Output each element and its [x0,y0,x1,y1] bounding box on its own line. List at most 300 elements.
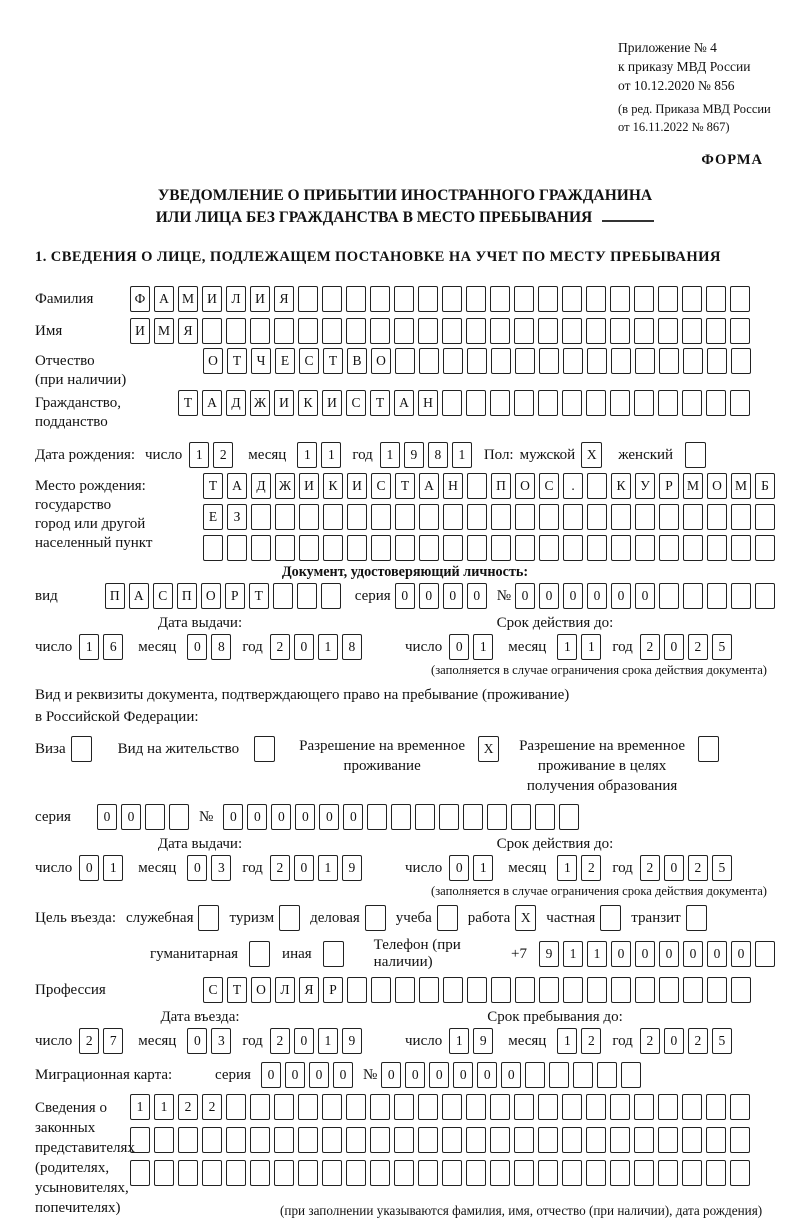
form-cell[interactable] [706,1160,726,1186]
form-cell[interactable] [573,1062,593,1088]
form-cell[interactable] [610,318,630,344]
sex-male-checkbox[interactable]: X [581,442,602,468]
form-cell[interactable]: 2 [688,855,708,881]
form-cell[interactable] [683,583,703,609]
form-cell[interactable]: Ж [275,473,295,499]
form-cell[interactable]: 0 [477,1062,497,1088]
form-cell[interactable] [154,1160,174,1186]
form-cell[interactable] [562,318,582,344]
form-cell[interactable] [226,318,246,344]
form-cell[interactable] [130,1127,150,1153]
form-cell[interactable] [659,504,679,530]
form-cell[interactable]: З [227,504,247,530]
form-cell[interactable]: 5 [712,1028,732,1054]
form-cell[interactable]: 0 [295,804,315,830]
form-cell[interactable]: 2 [270,634,290,660]
form-cell[interactable] [586,390,606,416]
form-cell[interactable] [611,348,631,374]
form-cell[interactable]: 2 [270,855,290,881]
form-cell[interactable] [178,1127,198,1153]
form-cell[interactable] [323,504,343,530]
form-cell[interactable] [707,504,727,530]
form-cell[interactable]: 1 [449,1028,469,1054]
form-cell[interactable]: С [539,473,559,499]
form-cell[interactable] [299,535,319,561]
form-cell[interactable] [610,286,630,312]
form-cell[interactable]: О [371,348,391,374]
form-cell[interactable] [250,1160,270,1186]
form-cell[interactable]: 9 [342,1028,362,1054]
form-cell[interactable]: 0 [381,1062,401,1088]
form-cell[interactable]: О [515,473,535,499]
form-cell[interactable] [371,504,391,530]
form-cell[interactable] [525,1062,545,1088]
form-cell[interactable] [597,1062,617,1088]
form-cell[interactable]: А [394,390,414,416]
form-cell[interactable]: И [202,286,222,312]
form-cell[interactable] [706,390,726,416]
form-cell[interactable] [443,535,463,561]
form-cell[interactable] [731,504,751,530]
form-cell[interactable]: 0 [659,941,679,967]
form-cell[interactable] [563,348,583,374]
form-cell[interactable] [391,804,411,830]
form-cell[interactable] [659,348,679,374]
form-cell[interactable]: 1 [557,1028,577,1054]
form-cell[interactable] [514,318,534,344]
form-cell[interactable]: Т [227,977,247,1003]
form-cell[interactable] [490,1160,510,1186]
form-cell[interactable] [154,1127,174,1153]
form-cell[interactable]: Р [323,977,343,1003]
form-cell[interactable] [323,535,343,561]
form-cell[interactable] [635,348,655,374]
form-cell[interactable] [251,504,271,530]
form-cell[interactable]: 0 [611,941,631,967]
form-cell[interactable] [394,1160,414,1186]
form-cell[interactable]: А [419,473,439,499]
form-cell[interactable] [587,535,607,561]
form-cell[interactable]: 6 [103,634,123,660]
form-cell[interactable]: 9 [473,1028,493,1054]
form-cell[interactable] [395,535,415,561]
form-cell[interactable] [491,348,511,374]
form-cell[interactable] [514,1160,534,1186]
form-cell[interactable] [442,318,462,344]
form-cell[interactable]: 0 [707,941,727,967]
form-cell[interactable] [226,1094,246,1120]
form-cell[interactable] [611,535,631,561]
form-cell[interactable] [442,1160,462,1186]
form-cell[interactable]: М [178,286,198,312]
form-cell[interactable] [563,535,583,561]
form-cell[interactable]: С [371,473,391,499]
form-cell[interactable]: 1 [557,855,577,881]
form-cell[interactable] [442,1094,462,1120]
form-cell[interactable] [731,583,751,609]
form-cell[interactable] [322,1127,342,1153]
form-cell[interactable]: Т [227,348,247,374]
form-cell[interactable] [515,535,535,561]
form-cell[interactable] [658,1127,678,1153]
form-cell[interactable]: 3 [211,1028,231,1054]
form-cell[interactable] [322,1160,342,1186]
form-cell[interactable]: А [129,583,149,609]
form-cell[interactable] [370,1094,390,1120]
form-cell[interactable]: 8 [211,634,231,660]
form-cell[interactable] [586,1094,606,1120]
form-cell[interactable]: Т [323,348,343,374]
form-cell[interactable]: Я [274,286,294,312]
form-cell[interactable] [659,583,679,609]
form-cell[interactable] [658,286,678,312]
form-cell[interactable]: 1 [581,634,601,660]
form-cell[interactable] [275,535,295,561]
form-cell[interactable] [418,1094,438,1120]
form-cell[interactable]: О [707,473,727,499]
form-cell[interactable] [562,1160,582,1186]
form-cell[interactable] [298,1160,318,1186]
form-cell[interactable] [634,1127,654,1153]
form-cell[interactable]: В [347,348,367,374]
form-cell[interactable]: Т [178,390,198,416]
form-cell[interactable]: 0 [79,855,99,881]
form-cell[interactable] [367,804,387,830]
form-cell[interactable] [755,583,775,609]
form-cell[interactable] [563,977,583,1003]
form-cell[interactable]: О [201,583,221,609]
form-cell[interactable] [538,318,558,344]
purpose-transit-checkbox[interactable] [686,905,707,931]
form-cell[interactable] [346,1127,366,1153]
form-cell[interactable] [730,318,750,344]
form-cell[interactable]: 2 [688,1028,708,1054]
form-cell[interactable] [634,1160,654,1186]
form-cell[interactable]: 0 [187,634,207,660]
form-cell[interactable] [587,473,607,499]
form-cell[interactable] [250,318,270,344]
form-cell[interactable] [539,977,559,1003]
form-cell[interactable]: Д [251,473,271,499]
form-cell[interactable]: 1 [318,634,338,660]
form-cell[interactable]: К [298,390,318,416]
form-cell[interactable] [511,804,531,830]
form-cell[interactable]: С [299,348,319,374]
form-cell[interactable]: 1 [587,941,607,967]
form-cell[interactable]: 0 [285,1062,305,1088]
form-cell[interactable] [130,1160,150,1186]
form-cell[interactable] [467,348,487,374]
form-cell[interactable] [610,1160,630,1186]
form-cell[interactable] [491,977,511,1003]
form-cell[interactable] [682,390,702,416]
form-cell[interactable] [514,390,534,416]
form-cell[interactable] [549,1062,569,1088]
form-cell[interactable] [418,1160,438,1186]
form-cell[interactable] [514,1127,534,1153]
form-cell[interactable] [682,1160,702,1186]
form-cell[interactable]: 5 [712,855,732,881]
form-cell[interactable] [371,535,391,561]
form-cell[interactable] [658,318,678,344]
form-cell[interactable] [706,1094,726,1120]
form-cell[interactable] [226,1160,246,1186]
form-cell[interactable]: 0 [664,1028,684,1054]
form-cell[interactable] [321,583,341,609]
form-cell[interactable] [707,535,727,561]
form-cell[interactable]: Е [203,504,223,530]
form-cell[interactable] [275,504,295,530]
form-cell[interactable] [587,977,607,1003]
form-cell[interactable]: 0 [683,941,703,967]
form-cell[interactable]: 0 [294,855,314,881]
form-cell[interactable] [515,348,535,374]
form-cell[interactable] [682,318,702,344]
form-cell[interactable]: 0 [664,855,684,881]
form-cell[interactable] [394,1094,414,1120]
form-cell[interactable] [394,318,414,344]
form-cell[interactable]: 7 [103,1028,123,1054]
form-cell[interactable] [634,1094,654,1120]
form-cell[interactable] [202,1160,222,1186]
form-cell[interactable] [370,1160,390,1186]
form-cell[interactable] [491,504,511,530]
form-cell[interactable]: И [250,286,270,312]
form-cell[interactable] [707,977,727,1003]
form-cell[interactable]: 0 [501,1062,521,1088]
residence-permit-checkbox[interactable] [254,736,275,762]
form-cell[interactable] [347,977,367,1003]
form-cell[interactable]: 1 [154,1094,174,1120]
form-cell[interactable] [202,318,222,344]
form-cell[interactable]: 1 [189,442,209,468]
form-cell[interactable] [559,804,579,830]
form-cell[interactable] [394,286,414,312]
form-cell[interactable]: Д [226,390,246,416]
form-cell[interactable] [538,1127,558,1153]
form-cell[interactable]: О [251,977,271,1003]
form-cell[interactable]: 1 [473,634,493,660]
form-cell[interactable] [226,1127,246,1153]
form-cell[interactable]: Б [755,473,775,499]
form-cell[interactable] [755,504,775,530]
form-cell[interactable] [442,286,462,312]
form-cell[interactable]: 9 [539,941,559,967]
form-cell[interactable]: 0 [97,804,117,830]
form-cell[interactable]: 5 [712,634,732,660]
form-cell[interactable]: 2 [213,442,233,468]
form-cell[interactable] [370,286,390,312]
form-cell[interactable] [467,504,487,530]
form-cell[interactable] [395,977,415,1003]
purpose-other-checkbox[interactable] [323,941,344,967]
form-cell[interactable] [707,348,727,374]
form-cell[interactable] [466,390,486,416]
form-cell[interactable] [203,535,223,561]
purpose-tourism-checkbox[interactable] [279,905,300,931]
form-cell[interactable] [443,977,463,1003]
form-cell[interactable]: 0 [405,1062,425,1088]
form-cell[interactable]: 2 [270,1028,290,1054]
form-cell[interactable]: 0 [319,804,339,830]
form-cell[interactable] [755,535,775,561]
form-cell[interactable]: 0 [563,583,583,609]
purpose-work-checkbox[interactable]: X [515,905,536,931]
form-cell[interactable] [586,1160,606,1186]
form-cell[interactable]: 0 [449,855,469,881]
form-cell[interactable]: Ч [251,348,271,374]
form-cell[interactable]: Ж [250,390,270,416]
form-cell[interactable] [322,318,342,344]
form-cell[interactable]: И [322,390,342,416]
form-cell[interactable] [731,535,751,561]
form-cell[interactable]: 0 [271,804,291,830]
form-cell[interactable] [683,977,703,1003]
form-cell[interactable] [347,535,367,561]
form-cell[interactable]: Н [418,390,438,416]
form-cell[interactable] [415,804,435,830]
form-cell[interactable] [346,1160,366,1186]
form-cell[interactable] [466,1127,486,1153]
form-cell[interactable]: Я [178,318,198,344]
form-cell[interactable] [419,535,439,561]
form-cell[interactable]: О [203,348,223,374]
form-cell[interactable] [538,390,558,416]
form-cell[interactable] [683,535,703,561]
form-cell[interactable] [538,1160,558,1186]
form-cell[interactable] [439,804,459,830]
form-cell[interactable]: 0 [731,941,751,967]
form-cell[interactable] [562,390,582,416]
form-cell[interactable] [635,977,655,1003]
form-cell[interactable]: Т [370,390,390,416]
form-cell[interactable] [395,504,415,530]
form-cell[interactable]: 1 [297,442,317,468]
form-cell[interactable] [298,286,318,312]
form-cell[interactable] [587,504,607,530]
form-cell[interactable] [683,348,703,374]
form-cell[interactable]: С [346,390,366,416]
purpose-private-checkbox[interactable] [600,905,621,931]
form-cell[interactable]: Л [226,286,246,312]
form-cell[interactable] [730,1094,750,1120]
form-cell[interactable] [394,1127,414,1153]
form-cell[interactable]: 0 [294,1028,314,1054]
form-cell[interactable] [635,504,655,530]
form-cell[interactable]: П [177,583,197,609]
form-cell[interactable]: 0 [187,1028,207,1054]
form-cell[interactable] [611,504,631,530]
form-cell[interactable] [487,804,507,830]
form-cell[interactable]: У [635,473,655,499]
form-cell[interactable] [418,318,438,344]
form-cell[interactable]: 2 [640,1028,660,1054]
form-cell[interactable] [491,535,511,561]
form-cell[interactable] [683,504,703,530]
form-cell[interactable] [442,390,462,416]
form-cell[interactable] [467,977,487,1003]
form-cell[interactable]: Р [225,583,245,609]
form-cell[interactable] [466,286,486,312]
form-cell[interactable]: 2 [79,1028,99,1054]
form-cell[interactable]: 3 [211,855,231,881]
form-cell[interactable]: 0 [443,583,463,609]
form-cell[interactable] [514,1094,534,1120]
form-cell[interactable]: 2 [581,1028,601,1054]
form-cell[interactable]: 0 [343,804,363,830]
form-cell[interactable]: Л [275,977,295,1003]
form-cell[interactable]: 2 [178,1094,198,1120]
form-cell[interactable] [586,1127,606,1153]
sex-female-checkbox[interactable] [685,442,706,468]
form-cell[interactable]: 0 [539,583,559,609]
form-cell[interactable]: 1 [130,1094,150,1120]
form-cell[interactable] [706,1127,726,1153]
purpose-official-checkbox[interactable] [198,905,219,931]
form-cell[interactable]: 0 [587,583,607,609]
form-cell[interactable]: Н [443,473,463,499]
form-cell[interactable] [731,348,751,374]
form-cell[interactable] [490,286,510,312]
form-cell[interactable] [634,390,654,416]
form-cell[interactable] [562,1094,582,1120]
form-cell[interactable] [467,535,487,561]
form-cell[interactable]: 0 [611,583,631,609]
form-cell[interactable]: К [611,473,631,499]
form-cell[interactable] [659,977,679,1003]
form-cell[interactable]: Т [395,473,415,499]
purpose-business-checkbox[interactable] [365,905,386,931]
form-cell[interactable] [202,1127,222,1153]
form-cell[interactable] [658,1160,678,1186]
form-cell[interactable] [538,1094,558,1120]
form-cell[interactable] [274,1127,294,1153]
form-cell[interactable] [658,390,678,416]
form-cell[interactable] [418,1127,438,1153]
form-cell[interactable]: 0 [223,804,243,830]
temp-residence-permit-checkbox[interactable]: X [478,736,499,762]
form-cell[interactable] [682,1094,702,1120]
form-cell[interactable]: 0 [121,804,141,830]
form-cell[interactable] [490,1094,510,1120]
form-cell[interactable] [322,1094,342,1120]
form-cell[interactable] [370,318,390,344]
form-cell[interactable]: 1 [318,855,338,881]
form-cell[interactable] [682,1127,702,1153]
form-cell[interactable] [370,1127,390,1153]
form-cell[interactable] [178,1160,198,1186]
form-cell[interactable] [514,286,534,312]
form-cell[interactable]: 0 [333,1062,353,1088]
form-cell[interactable] [730,1127,750,1153]
form-cell[interactable]: Е [275,348,295,374]
form-cell[interactable] [467,473,487,499]
form-cell[interactable] [621,1062,641,1088]
form-cell[interactable] [274,318,294,344]
form-cell[interactable]: 1 [103,855,123,881]
form-cell[interactable] [535,804,555,830]
form-cell[interactable] [562,1127,582,1153]
form-cell[interactable] [490,1127,510,1153]
form-cell[interactable]: 0 [395,583,415,609]
form-cell[interactable] [515,977,535,1003]
form-cell[interactable]: П [105,583,125,609]
form-cell[interactable]: 2 [581,855,601,881]
form-cell[interactable]: С [153,583,173,609]
form-cell[interactable] [443,504,463,530]
form-cell[interactable] [463,804,483,830]
form-cell[interactable] [706,318,726,344]
